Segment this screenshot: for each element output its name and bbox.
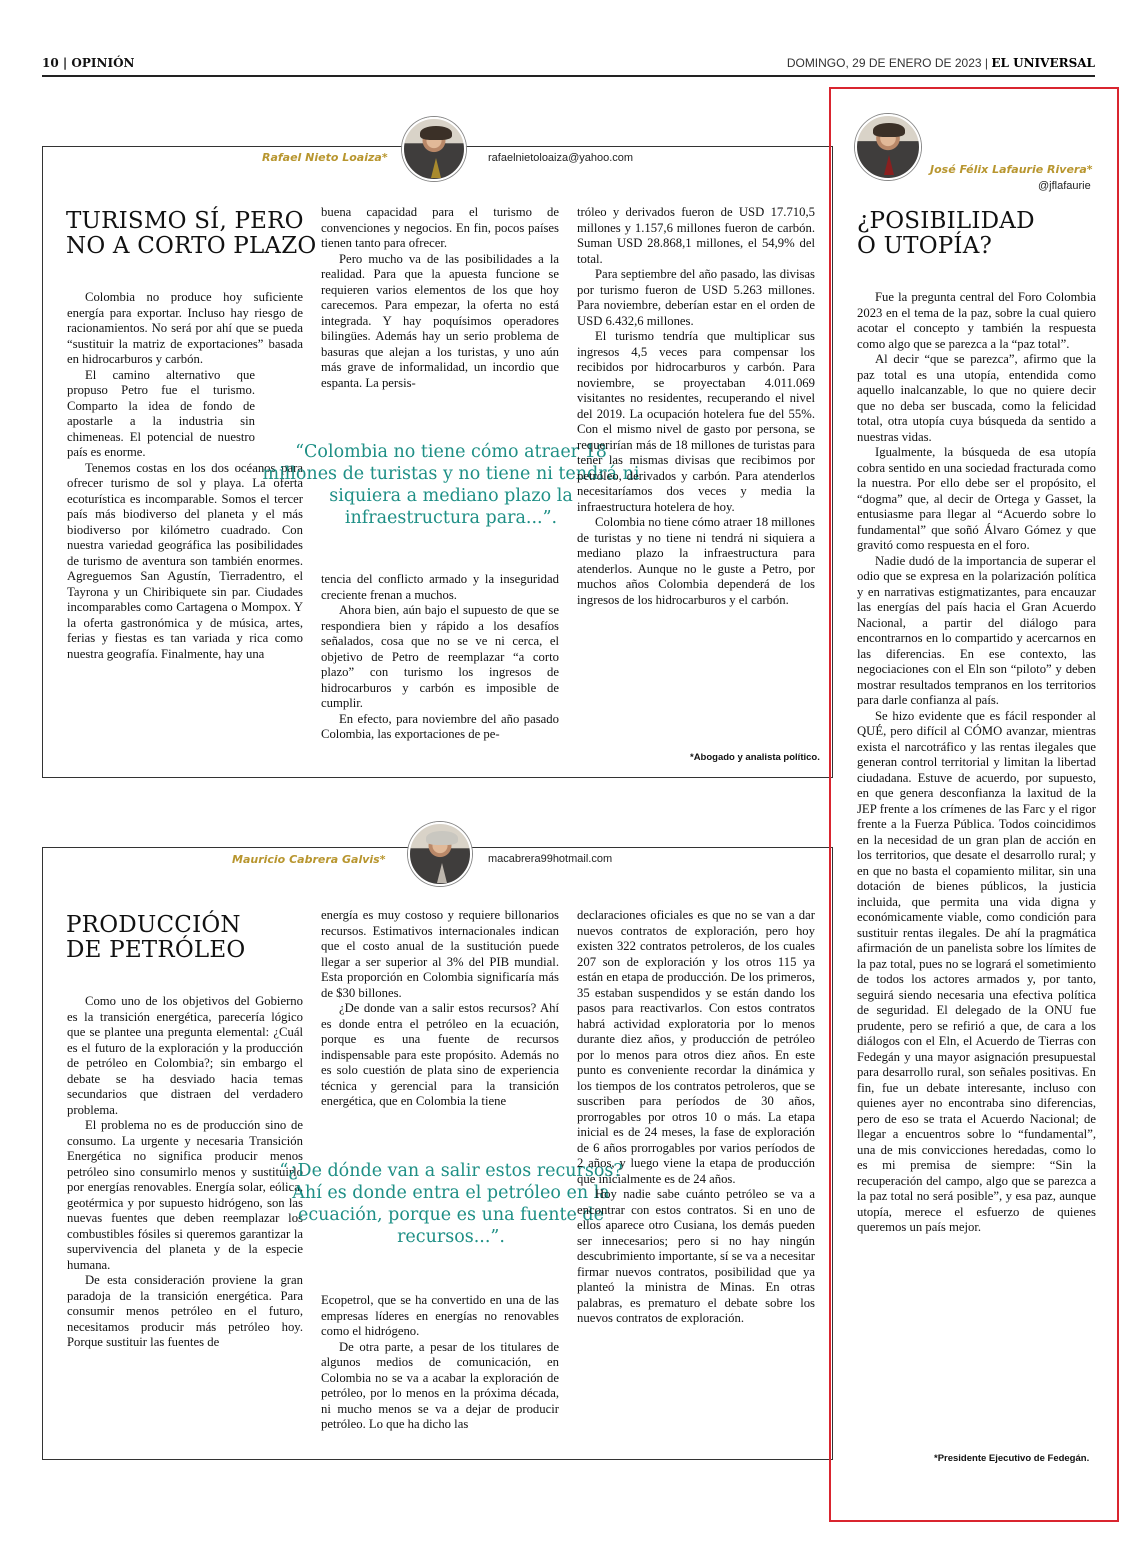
section-label: 10 | OPINIÓN [42,56,135,70]
author-photo [855,114,921,180]
date-text: DOMINGO, 29 DE ENERO DE 2023 | [786,56,988,70]
author-photo [408,822,472,886]
author-byline: José Félix Lafaurie Rivera* [930,163,1093,176]
article-column-2-bottom: Ecopetrol, que se ha convertido en una de las empresas líderes en energías no renovables como el hidrógeno. De otra parte, a pesar de los titulares de algunos medios de comunicación, en Colombia no se va a acabar la exploración de petróleo, por lo menos en la próxima década, ni mucho menos se va a dejar de producir petróleo. Lo que ha dicho las [321,1293,559,1431]
article-column: Fue la pregunta central del Foro Colombia 2023 en el tema de la paz, sobre la cual quiero acotar el concepto y también la respuesta como algo que se parezca a la “paz total”. Al decir “que se parezca”, afirmo que la paz total es una utopía, entendida como aquello inalcanzable, lo que no quiere decir que no deba ser buscada, como la felicidad total, otra utopía cuya búsqueda da sentido a nuestras vidas. Igualmente, la búsqueda de esa utopía cobra sentido en una sociedad fracturada como la nuestra. Por ello debe ser el propósito, el “dogma” que, al decir de Ortega y Gasset, la entusiasme para llegar al “Acuerdo sobre lo fundamental” que soñó Álvaro Gómez y que gravitó como respuesta en el foro. Nadie dudó de la importancia de superar el odio que se expresa en la polarización política y en narrativas estigmatizantes, para encauzar las energías del país hacia el Gran Acuerdo Nacional, a partir del diálogo para encontrarnos en lo compartido y acercarnos en las diferencias. En ese contexto, las negociaciones con el Eln son “piloto” y deben mostrar resultados tempranos en los territorios para darle confianza al país. Se hizo evidente que es fácil responder al QUÉ, pero difícil al CÓMO avanzar, mientras exista el narcotráfico y las rentas ilegales que generan control territorial y limitan la libertad ciudadana. Estuve de acuerdo, por supuesto, en que genera desconfianza la laxitud de la JEP frente a los crímenes de las Farc y el rigor frente a la Fuerza Pública. Todos coincidimos en la necesidad de un gran plan de acción en los territorios, que desate el desarrollo rural; y en que no basta el copamiento militar, sin una dotación de bienes públicos, la justicia incluida, que permita una vida digna y económicamente viable, como condición para sustituir rentas ilegales. De ahí la pragmática afirmación de un panelista sobre los límites de la paz total, pues no se logrará el sometimiento de todos los actores armados y, por tanto, seguirá siendo necesaria una efectiva política de seguridad. El delegado de la ONU fue prudente, pero se refirió a que, de cara a los diálogos con el Eln, el Acuerdo de Tierras con Fedegán y una mayor asignación presupuestal para desarrollo rural, son señales positivas. En fin, fue un debate interesante, incluso con quienes ayer no encontraba sino diferencias, pero de eso se trata el Acuerdo Nacional; de llegar a encuentros sobre lo “fundamental”, una de mis convicciones heredadas, como lo es mi premisa de siempre: “Sin la recuperación del campo, algo que se parezca a la paz total no será posible”, y esa paz, aunque utopía, merece el esfuerzo de quienes queremos un país mejor. [857,290,1096,1234]
article-column-1: Como uno de los objetivos del Gobierno es la transición energética, parecería lógico que se plantee una pregunta elemental: ¿Cuál es el futuro de la exploración y la producción de petróleo en Colombia?; sin embargo el debate se ha desviado hacia temas secundarios que distraen del verdadero problema. El problema no es de producción sino de consumo. La urgente y necesaria Transición Energética no significa producir menos petróleo sino consumirlo menos y sustituirlo por energías renovables. Energía solar, eólica, geotérmica y por supuesto hidrógeno, son las nuevas fuentes que deben reemplazar los combustibles fósiles si queremos garantizar la supervivencia del planeta y de la especie humana. De esta consideración proviene la gran paradoja de la transición energética. Para consumir menos petróleo en el futuro, necesitamos producir más petróleo hoy. Porque sustituir las fuentes de [67,994,303,1349]
article-column-2-top: energía es muy costoso y requiere billonarios recursos. Estimativos internacionales indican que el costo anual de la sustitución puede llegar a ser superior al 3% del PIB mundial. Esta proporción en Colombia significaría más de $30 billones. ¿De donde van a salir estos recursos? Ahí es donde entra el petróleo en la ecuación, porque es una fuente de recursos indispensable para este propósito. Además no es solo cuestión de plata sino de experiencia técnica y gerencial para la transición energética, que en Colombia la tiene [321,908,559,1108]
pull-quote: “¿De dónde van a salir estos recursos? Ahí es donde entra el petróleo en la ecuación, porque es una fuente de recursos...”. [279,1161,623,1247]
headline: ¿POSIBILIDAD O UTOPÍA? [857,208,1035,259]
headline: TURISMO SÍ, PERO NO A CORTO PLAZO [66,208,317,259]
author-handle: @jflafaurie [1038,180,1091,192]
author-credential: *Presidente Ejecutivo de Fedegán. [934,1453,1090,1464]
author-email: macabrera99hotmail.com [488,853,613,865]
pull-quote: “Colombia no tiene cómo atraer 18 millones de turistas y no tiene ni tendrá ni siquiera a mediano plazo la infraestructura para...”. [262,442,640,528]
author-byline: Mauricio Cabrera Galvis* [232,853,386,866]
newspaper-name: EL UNIVERSAL [991,56,1095,70]
article-column-1: Colombia no produce hoy suficiente energía para exportar. Incluso hay riesgo de racionamientos. No será por ahí que se pueda “sustituir la matriz de exportaciones” basada en hidrocarburos y carbón. El camino alternativo que propuso Petro fue el turismo. Comparto la idea de fondo de apostarle a la industria sin chimeneas. El potencial de nuestro país es enorme. Tenemos costas en los dos océanos para ofrecer turismo de sol y playa. La oferta ecoturística es incomparable. Somos el tercer país más biodiverso del planeta y el más biodiverso por kilómetro cuadrado. Con nuestra variedad geográfica las posibilidades de turismo de aventura son también enormes. Agreguemos San Agustín, Tierradentro, el Tayrona y un Chiribiquete sin par. Ciudades incomparables como Cartagena o Mompox. Y la oferta gastronómica y de música, artes, ferias y fiestas es tan variada y rica como nuestra geografía. Finalmente, hay una [67,290,303,661]
article-column-3: declaraciones oficiales es que no se van a dar nuevos contratos de exploración, pero hoy existen 322 contratos petroleros, de los cuales 207 son de exploración y los otros 115 ya están en etapa de producción. De los primeros, 35 estaban suspendidos y se están dando los pasos para reactivarlos. Con estos contratos habrá actividad exploratoria por lo menos durante diez años, y producción de petróleo por lo menos para otros diez años. En este punto es conveniente recordar la dinámica y los tiempos de los contratos petroleros, que se suscriben para períodos de 30 años, prorrogables por otros 10 o más. La etapa inicial es de 24 meses, la fase de exploración de 6 años prorrogables por varios períodos de 2 años, y luego viene la etapa de producción que inicialmente es de 24 años. Hoy nadie sabe cuánto petróleo se va a encontrar con estos contratos. Si en uno de ellos aparece otro Cusiana, los demás pueden ser innecesarios; pero si no hay ningún descubrimiento importante, sí se va a necesitar firmar nuevos contratos, posibilidad que ya planteó la ministra de Minas. En otras palabras, es prematuro el debate sobre los nuevos contratos de exploración. [577,908,815,1325]
headline: PRODUCCIÓN DE PETRÓLEO [66,912,246,963]
article-column-3: tróleo y derivados fueron de USD 17.710,5 millones y 1.157,6 millones fueron de carbón. Suman USD 28.868,1 millones, el 54,9% del total. Para septiembre del año pasado, las divisas por turismo fueron de USD 5.263 millones. Para noviembre, deberían estar en el orden de USD 6.432,6 millones. El turismo tendría que multiplicar sus ingresos 4,5 veces para compensar los recibidos por hidrocarburos y carbón. Para noviembre, se proyectaban 4.011.069 visitantes no residentes, recuperando el nivel del 2019. La ocupación hotelera fue del 55%. Con el mismo nivel de gasto por persona, se requerirían más de 18 millones de turistas para tener las mismas divisas que recibimos por petróleo, derivados y carbón. Para atenderlos necesitaríamos dos veces y media la infraestructura hotelera de hoy. Colombia no tiene cómo atraer 18 millones de turistas y no tiene ni tendrá ni siquiera a mediano plazo la infraestructura para atenderlos. Aunque no le guste a Petro, por muchos años Colombia dependerá de los ingresos de los hidrocarburos y el carbón. [577,205,815,607]
author-byline: Rafael Nieto Loaiza* [262,151,388,164]
author-credential: *Abogado y analista político. [690,752,820,763]
author-email: rafaelnietoloaiza@yahoo.com [488,152,634,164]
header-rule [42,75,1095,77]
dateline [787,56,1095,70]
page-header [42,56,1095,74]
article-column-2-bottom: tencia del conflicto armado y la inseguridad creciente frenan a muchos. Ahora bien, aún bajo el supuesto de que se respondiera bien y rápido a los desafíos señalados, cosa que no se ve ni cerca, el objetivo de Petro de reemplazar “a corto plazo” con turismo los ingresos de hidrocarburos y carbón es imposible de cumplir. En efecto, para noviembre del año pasado Colombia, las exportaciones de pe- [321,572,559,741]
author-photo [402,117,466,181]
article-column-2-top: buena capacidad para el turismo de convenciones y negocios. En fin, pocos países tienen tanto para ofrecer. Pero mucho va de las posibilidades a la realidad. Para que la apuesta funcione se requieren varios elementos de los que hoy carecemos. Para empezar, la oferta no está integrada. Y hay poquísimos operadores bilingües. Además hay un serio problema de basuras que alejan a los turistas, y uno aún más grave de informalidad, un incordio que espanta. La persis- [321,205,559,390]
